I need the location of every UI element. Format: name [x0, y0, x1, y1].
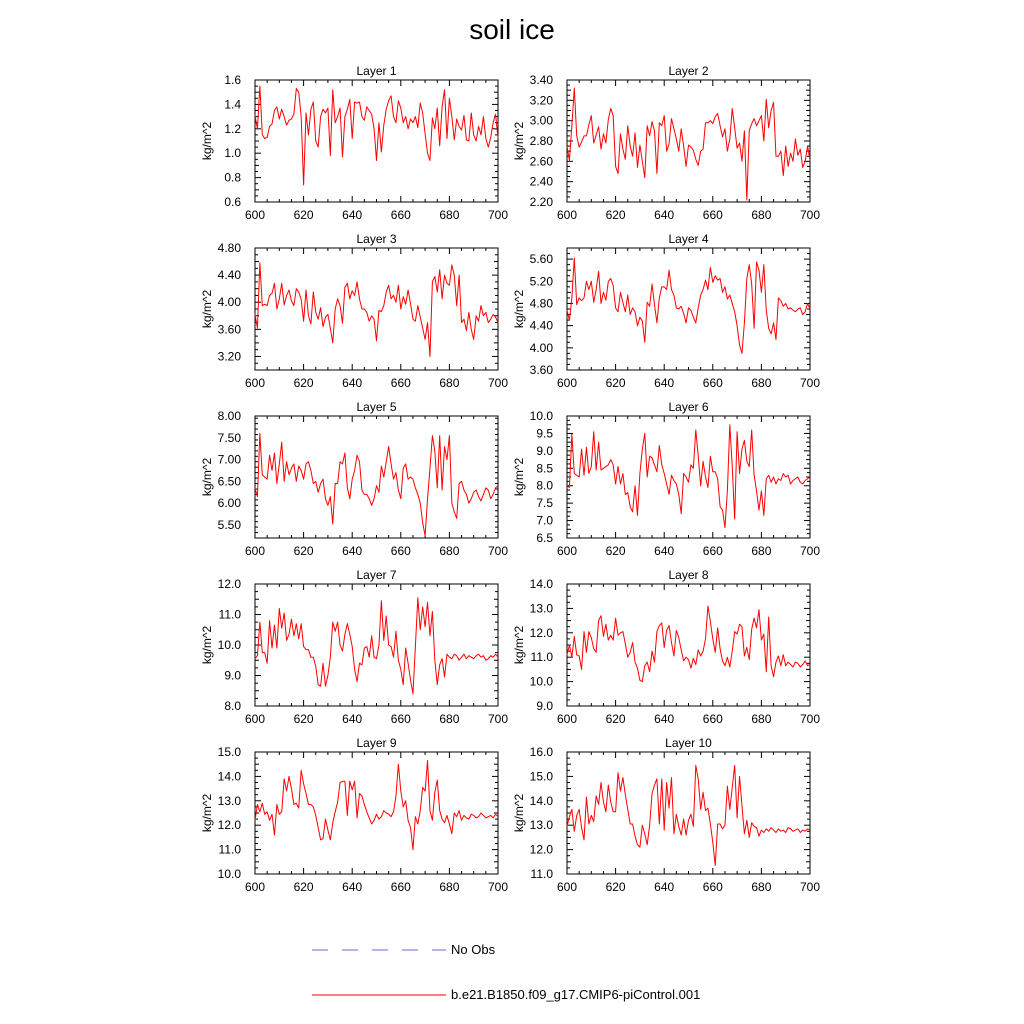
layer-8-y-axis-label: kg/m^2 — [512, 625, 526, 665]
layer-6-x-tick-label: 640 — [654, 544, 675, 558]
layer-10-x-tick-label: 700 — [799, 880, 821, 894]
layer-2-y-tick-label: 3.20 — [529, 93, 553, 108]
layer-5-y-tick-label: 6.50 — [217, 474, 241, 489]
layer-4-x-tick-label: 620 — [605, 376, 626, 390]
layer-1-x-tick-label: 600 — [244, 208, 266, 222]
layer-2-x-tick-label: 680 — [751, 208, 772, 222]
layer-7-x-tick-label: 640 — [342, 712, 363, 726]
layer-9-x-tick-label: 600 — [244, 880, 266, 894]
layer-8-x-tick-label: 680 — [751, 712, 772, 726]
layer-8-y-tick-label: 9.0 — [536, 699, 553, 713]
layer-8-y-tick-label: 13.0 — [529, 601, 553, 616]
layer-8-x-tick-label: 700 — [799, 712, 821, 726]
layer-1-x-tick-label: 660 — [390, 208, 411, 222]
layer-7-x-tick-label: 660 — [390, 712, 411, 726]
layer-1-x-tick-label: 700 — [487, 208, 509, 222]
layer-6-y-tick-label: 9.5 — [536, 426, 553, 441]
layer-10-y-tick-label: 13.0 — [529, 818, 553, 833]
layer-10-plot-frame — [567, 752, 810, 874]
layer-6-y-tick-label: 7.0 — [536, 513, 553, 528]
layer-2-y-tick-label: 2.40 — [529, 174, 553, 189]
layer-8-y-tick-label: 11.0 — [530, 650, 553, 665]
layer-8-title: Layer 8 — [668, 568, 709, 582]
figure-title: soil ice — [469, 14, 555, 45]
layer-5-y-tick-label: 8.00 — [217, 409, 241, 423]
layer-3-x-tick-label: 700 — [487, 376, 509, 390]
layer-8-x-tick-label: 600 — [556, 712, 578, 726]
layer-7-x-tick-label: 600 — [244, 712, 266, 726]
layer-4-y-tick-label: 4.00 — [529, 340, 553, 355]
layer-4-title: Layer 4 — [668, 232, 709, 246]
layer-5-x-tick-label: 600 — [244, 544, 266, 558]
layer-5-x-tick-label: 660 — [390, 544, 411, 558]
layer-2-x-tick-label: 660 — [702, 208, 723, 222]
layer-8-series-line — [567, 606, 810, 682]
layer-1-plot-frame — [255, 80, 498, 202]
layer-1-y-tick-label: 1.4 — [224, 97, 241, 112]
layer-6-y-tick-label: 7.5 — [536, 496, 553, 511]
layer-10-x-tick-label: 600 — [556, 880, 578, 894]
layer-7-y-tick-label: 9.0 — [224, 668, 241, 683]
layer-2-x-tick-label: 620 — [605, 208, 626, 222]
layer-2-x-tick-label: 700 — [799, 208, 821, 222]
layer-9-series-line — [255, 761, 498, 850]
layer-6-y-tick-label: 8.0 — [536, 478, 553, 493]
layer-7-y-tick-label: 11.0 — [218, 607, 241, 622]
layer-5-y-tick-label: 6.00 — [217, 496, 241, 511]
layer-8-y-tick-label: 10.0 — [529, 674, 553, 689]
layer-6-y-tick-label: 6.5 — [536, 531, 553, 545]
layer-9-title: Layer 9 — [356, 736, 397, 750]
layer-2-plot-frame — [567, 80, 810, 202]
layer-7-title: Layer 7 — [356, 568, 397, 582]
legend-obs-label: No Obs — [451, 942, 496, 957]
layer-1-x-tick-label: 620 — [293, 208, 314, 222]
layer-3-plot-frame — [255, 248, 498, 370]
layer-4-y-tick-label: 4.80 — [529, 296, 553, 311]
layer-9-x-tick-label: 640 — [342, 880, 363, 894]
layer-3-y-axis-label: kg/m^2 — [200, 289, 214, 329]
layer-5-y-tick-label: 5.50 — [217, 517, 241, 532]
layer-2-x-tick-label: 600 — [556, 208, 578, 222]
layer-1-x-tick-label: 680 — [439, 208, 460, 222]
layer-3-y-tick-label: 4.80 — [217, 241, 241, 255]
layer-9-y-tick-label: 12.0 — [217, 818, 241, 833]
layer-4-y-tick-label: 5.20 — [529, 274, 553, 289]
layer-7-y-tick-label: 10.0 — [217, 638, 241, 652]
layer-2-y-tick-label: 2.80 — [529, 134, 553, 148]
layer-4-x-tick-label: 680 — [751, 376, 772, 390]
layer-3-x-tick-label: 640 — [342, 376, 363, 390]
layer-6-series-line — [567, 425, 810, 528]
layer-2-x-tick-label: 640 — [654, 208, 675, 222]
layer-9-y-tick-label: 10.0 — [217, 867, 241, 881]
layer-7-y-axis-label: kg/m^2 — [200, 625, 214, 665]
layer-9-x-tick-label: 680 — [439, 880, 460, 894]
layer-1-y-tick-label: 1.2 — [224, 121, 241, 136]
layer-9-y-axis-label: kg/m^2 — [200, 793, 214, 833]
layer-2-title: Layer 2 — [668, 64, 709, 78]
layer-8-y-tick-label: 14.0 — [529, 577, 553, 591]
layer-6-y-tick-label: 8.5 — [536, 461, 553, 476]
layer-7-series-line — [255, 598, 498, 694]
layer-5-x-tick-label: 700 — [487, 544, 509, 558]
layer-6-x-tick-label: 700 — [799, 544, 821, 558]
layer-6-y-axis-label: kg/m^2 — [512, 457, 526, 497]
layer-9-x-tick-label: 660 — [390, 880, 411, 894]
layer-4-x-tick-label: 600 — [556, 376, 578, 390]
layer-3-series-line — [255, 263, 498, 357]
layer-10-y-axis-label: kg/m^2 — [512, 793, 526, 833]
layer-7-y-tick-label: 8.0 — [224, 699, 241, 713]
layer-9-x-tick-label: 620 — [293, 880, 314, 894]
layer-3-title: Layer 3 — [356, 232, 397, 246]
layer-2-series-line — [567, 88, 810, 200]
layer-5-title: Layer 5 — [356, 400, 397, 414]
layer-9-y-tick-label: 14.0 — [217, 769, 241, 784]
layer-3-y-tick-label: 4.40 — [217, 268, 241, 283]
layer-9-x-tick-label: 700 — [487, 880, 509, 894]
layer-9-y-tick-label: 13.0 — [217, 793, 241, 808]
layer-7-plot-frame — [255, 584, 498, 706]
layer-2-y-axis-label: kg/m^2 — [512, 121, 526, 161]
layer-10-x-tick-label: 620 — [605, 880, 626, 894]
layer-1-y-tick-label: 0.6 — [224, 195, 241, 209]
layer-1-series-line — [255, 86, 498, 185]
layer-6-x-tick-label: 680 — [751, 544, 772, 558]
layer-4-x-tick-label: 660 — [702, 376, 723, 390]
layer-8-x-tick-label: 620 — [605, 712, 626, 726]
layer-9-y-tick-label: 11.0 — [218, 842, 241, 857]
layer-10-x-tick-label: 660 — [702, 880, 723, 894]
layer-10-x-tick-label: 640 — [654, 880, 675, 894]
layer-2-y-tick-label: 2.20 — [529, 195, 553, 209]
layer-3-y-tick-label: 3.60 — [217, 322, 241, 337]
layer-10-series-line — [567, 765, 810, 865]
layer-3-x-tick-label: 680 — [439, 376, 460, 390]
layer-5-y-tick-label: 7.50 — [217, 430, 241, 445]
layer-9-plot-frame — [255, 752, 498, 874]
layer-2-y-tick-label: 2.60 — [529, 154, 553, 169]
layer-5-x-tick-label: 640 — [342, 544, 363, 558]
layer-5-x-tick-label: 680 — [439, 544, 460, 558]
layer-7-x-tick-label: 620 — [293, 712, 314, 726]
layer-1-x-tick-label: 640 — [342, 208, 363, 222]
layer-6-x-tick-label: 620 — [605, 544, 626, 558]
layer-6-title: Layer 6 — [668, 400, 709, 414]
layer-5-y-axis-label: kg/m^2 — [200, 457, 214, 497]
legend-model-label: b.e21.B1850.f09_g17.CMIP6-piControl.001 — [451, 987, 701, 1002]
layer-8-x-tick-label: 640 — [654, 712, 675, 726]
layer-6-x-tick-label: 660 — [702, 544, 723, 558]
layer-4-x-tick-label: 700 — [799, 376, 821, 390]
layer-2-y-tick-label: 3.00 — [529, 113, 553, 128]
layer-9-y-tick-label: 15.0 — [217, 745, 241, 759]
layer-5-plot-frame — [255, 416, 498, 538]
layer-1-y-tick-label: 0.8 — [224, 170, 241, 185]
layer-7-y-tick-label: 12.0 — [217, 577, 241, 591]
layer-3-x-tick-label: 660 — [390, 376, 411, 390]
layer-3-y-tick-label: 3.20 — [217, 349, 241, 364]
layer-10-y-tick-label: 15.0 — [529, 769, 553, 784]
layer-1-title: Layer 1 — [356, 64, 397, 78]
layer-3-x-tick-label: 620 — [293, 376, 314, 390]
layer-3-y-tick-label: 4.00 — [217, 295, 241, 310]
layer-1-y-tick-label: 1.0 — [224, 146, 241, 161]
layer-10-x-tick-label: 680 — [751, 880, 772, 894]
layer-4-y-tick-label: 4.40 — [529, 318, 553, 333]
layer-5-series-line — [255, 433, 498, 535]
layer-10-y-tick-label: 14.0 — [529, 793, 553, 808]
layer-10-y-tick-label: 12.0 — [529, 842, 553, 857]
layer-2-y-tick-label: 3.40 — [529, 73, 553, 87]
layer-1-y-axis-label: kg/m^2 — [200, 121, 214, 161]
layer-4-y-tick-label: 3.60 — [529, 363, 553, 377]
layer-10-y-tick-label: 16.0 — [529, 745, 553, 759]
layer-5-y-tick-label: 7.00 — [217, 452, 241, 467]
layer-6-y-tick-label: 9.0 — [536, 443, 553, 458]
layer-1-y-tick-label: 1.6 — [224, 73, 241, 87]
layer-4-y-tick-label: 5.60 — [529, 252, 553, 267]
layer-4-y-axis-label: kg/m^2 — [512, 289, 526, 329]
layer-6-y-tick-label: 10.0 — [529, 409, 553, 423]
layer-8-y-tick-label: 12.0 — [529, 625, 553, 640]
layer-8-x-tick-label: 660 — [702, 712, 723, 726]
layer-4-series-line — [567, 258, 810, 353]
layer-10-y-tick-label: 11.0 — [530, 867, 553, 881]
layer-3-x-tick-label: 600 — [244, 376, 266, 390]
layer-7-x-tick-label: 680 — [439, 712, 460, 726]
layer-4-x-tick-label: 640 — [654, 376, 675, 390]
layer-5-x-tick-label: 620 — [293, 544, 314, 558]
layer-10-title: Layer 10 — [665, 736, 712, 750]
layer-8-plot-frame — [567, 584, 810, 706]
layer-7-x-tick-label: 700 — [487, 712, 509, 726]
layer-6-x-tick-label: 600 — [556, 544, 578, 558]
